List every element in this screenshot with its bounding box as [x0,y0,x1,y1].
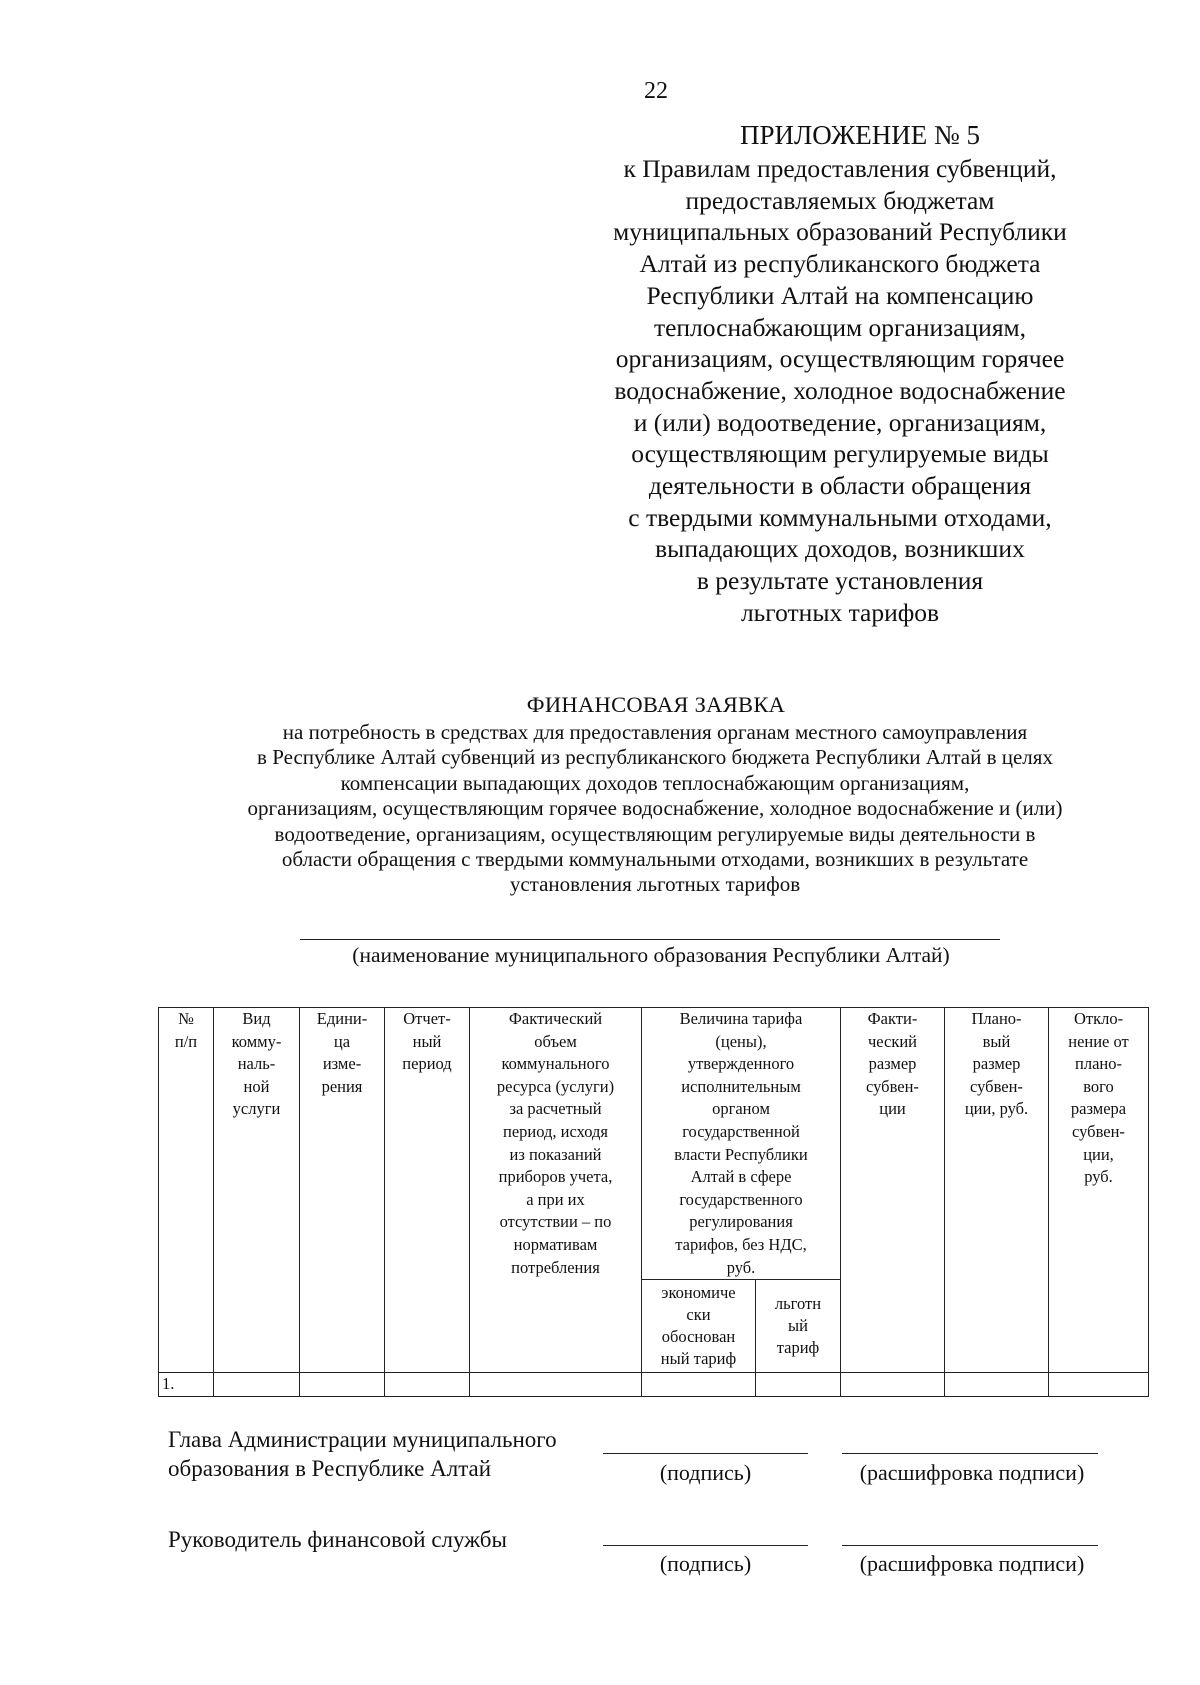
form-title: ФИНАНСОВАЯ ЗАЯВКА [526,692,786,717]
signature-decoding-line[interactable] [842,1453,1098,1454]
form-subtitle-line: организациям, осуществляющим горячее водоснабжение, холодное водоснабжение и (или) [247,796,1063,821]
header-service: Вид комму- наль- ной услуги [214,1008,300,1373]
header-rate-economic: экономиче ски обоснован ный тариф [642,1280,756,1373]
signature-line[interactable] [603,1545,808,1546]
cell-planned-subvention[interactable] [945,1373,1049,1397]
signature-role-head: Глава Администрации муниципального образования в Республике Алтай [168,1427,557,1481]
cell-volume[interactable] [470,1373,642,1397]
appendix-line: в результате установления [696,566,984,596]
header-actual-subvention: Факти- ческий размер субвен- ции [841,1008,945,1373]
appendix-line: предоставляемых бюджетам [685,185,995,215]
appendix-title: ПРИЛОЖЕНИЕ № 5 [739,120,981,150]
form-subtitle-line: установления льготных тарифов [509,872,801,897]
signature-line[interactable] [603,1453,808,1454]
header-period: Отчет- ный период [385,1008,470,1373]
appendix-line: с твердыми коммунальными отходами, [628,502,1052,532]
header-num: № п/п [159,1008,214,1373]
appendix-line: Алтай из республиканского бюджета [639,249,1041,279]
header-volume: Фактический объем коммунального ресурса (услуги) за расчетный период, исходя из показаний приборов учета, а при их отсутствии – по нормативам потребления [470,1008,642,1373]
cell-deviation[interactable] [1049,1373,1149,1397]
cell-period[interactable] [385,1373,470,1397]
header-deviation: Откло- нение от плано- вого размера субвен- ции, руб. [1049,1008,1149,1373]
form-subtitle-line: водоотведение, организациям, осуществляющим регулируемые виды деятельности в [274,821,1036,846]
cell-unit[interactable] [300,1373,385,1397]
appendix-line: и (или) водоотведение, организациям, [633,407,1047,437]
header-planned-subvention: Плано- вый размер субвен- ции, руб. [945,1008,1049,1373]
appendix-line: организациям, осуществляющим горячее [615,344,1065,374]
signature-decoding-caption: (расшифровка подписи) [859,1551,1085,1576]
appendix-line: муниципальных образований Республики [613,217,1067,247]
appendix-line: деятельности в области обращения [648,471,1032,501]
cell-rate-economic[interactable] [642,1373,756,1397]
form-subtitle-line: в Республике Алтай субвенций из республиканского бюджета Республики Алтай в целях [257,745,1053,770]
header-rate: Величина тарифа (цены), утвержденного исполнительным органом государственной власти Республики Алтай в сфере государственного регулирования тарифов, без НДС, руб. [642,1008,841,1280]
financial-request-table [158,1007,1149,1397]
appendix-line: Республики Алтай на компенсацию [646,280,1034,310]
table-header-row [159,1008,1149,1280]
table-row [159,1373,1149,1397]
municipality-name-caption: (наименование муниципального образования Республики Алтай) [352,943,950,967]
appendix-line: осуществляющим регулируемые виды [631,439,1049,469]
form-subtitle-line: области обращения с твердыми коммунальными отходами, возникших в результате [281,847,1029,872]
form-subtitle-line: компенсации выпадающих доходов теплоснабжающим организациям, [340,770,970,795]
signature-decoding-line[interactable] [842,1545,1098,1546]
cell-rate-preferential[interactable] [756,1373,841,1397]
form-subtitle [170,720,1140,898]
appendix-line: выпадающих доходов, возникших [655,534,1025,564]
municipality-name-line [300,939,1000,940]
signature-caption: (подпись) [659,1460,752,1485]
appendix-line: к Правилам предоставления субвенций, [623,154,1057,183]
appendix-line: водоснабжение, холодное водоснабжение [614,375,1066,405]
cell-num: 1. [159,1373,214,1397]
signature-role-finance: Руководитель финансовой службы [168,1527,507,1552]
page-number: 22 [644,78,668,104]
appendix-caption [560,153,1120,629]
signature-caption: (подпись) [659,1551,752,1576]
appendix-line: льготных тарифов [740,597,940,627]
cell-service[interactable] [214,1373,300,1397]
appendix-line: теплоснабжающим организациям, [653,312,1027,342]
header-rate-preferential: льготн ый тариф [756,1280,841,1373]
signature-decoding-caption: (расшифровка подписи) [859,1460,1085,1485]
cell-actual-subvention[interactable] [841,1373,945,1397]
header-unit: Едини- ца изме- рения [300,1008,385,1373]
form-subtitle-line: на потребность в средствах для предоставления органам местного самоуправления [282,720,1028,744]
